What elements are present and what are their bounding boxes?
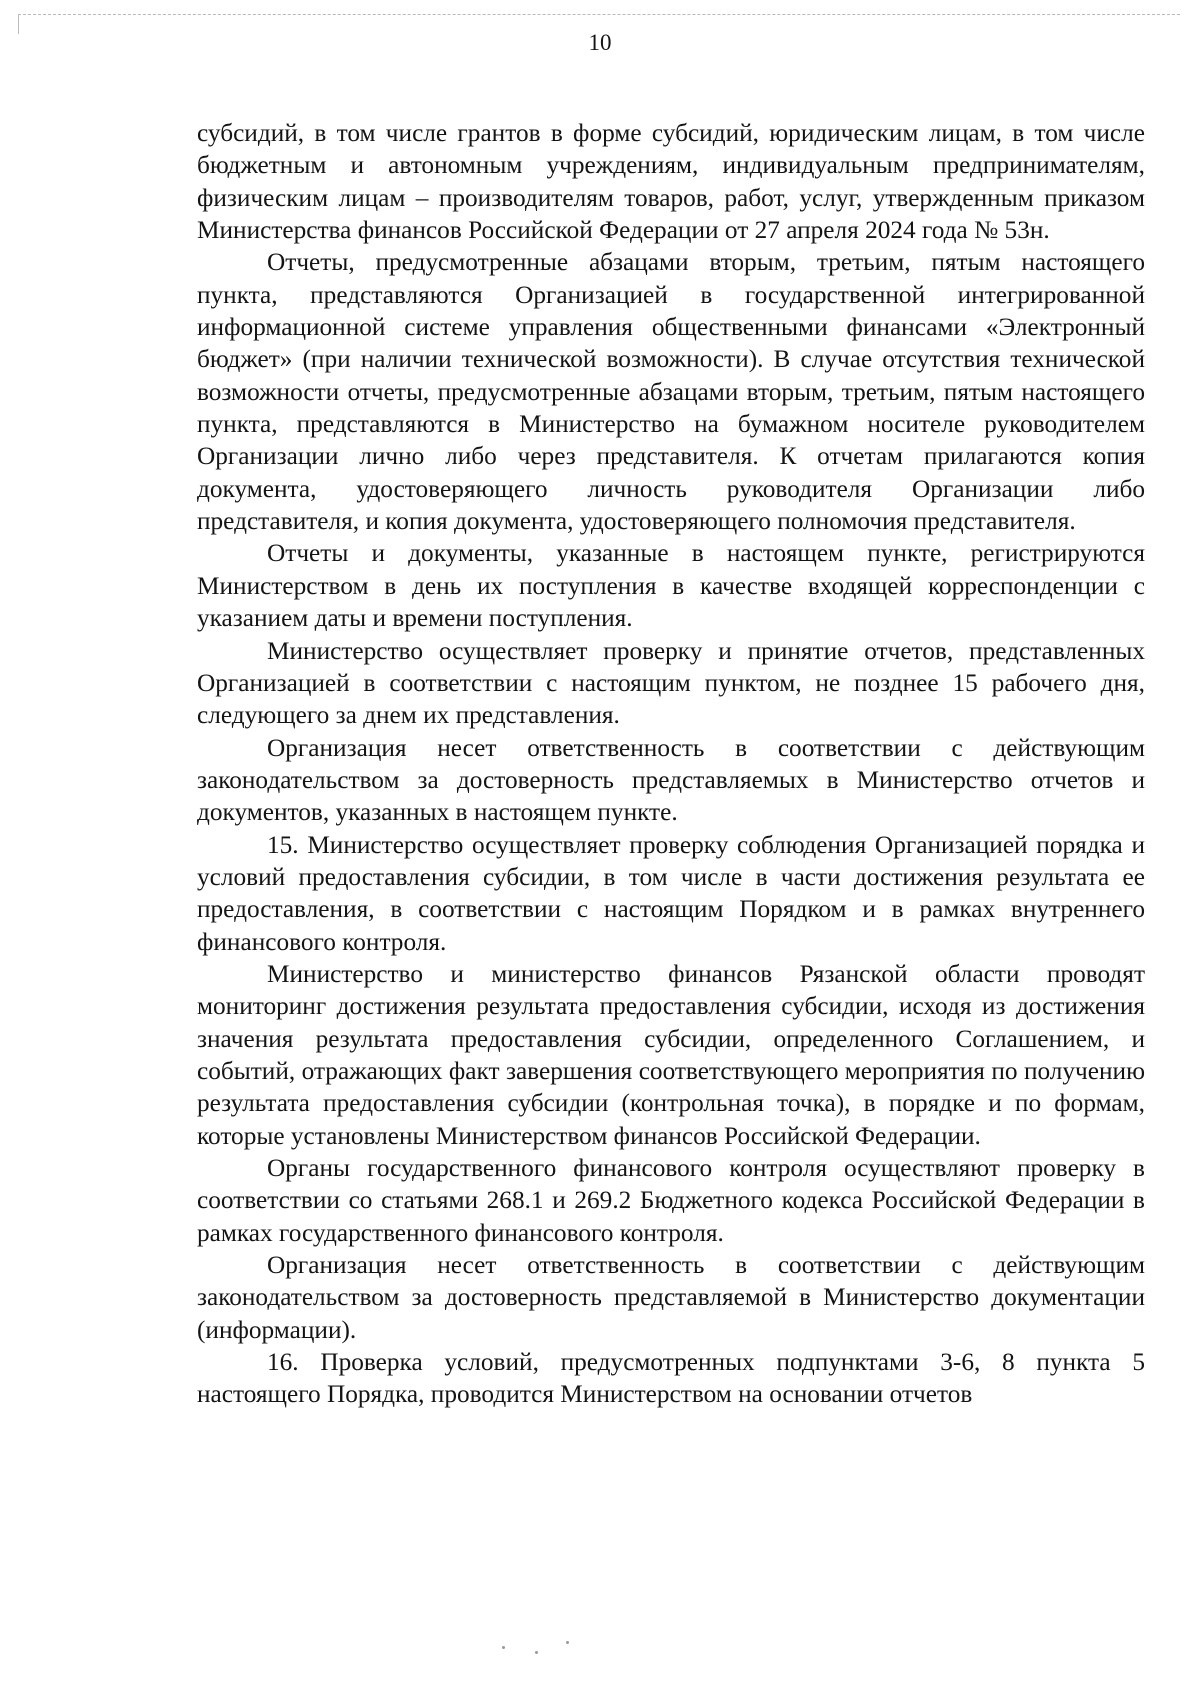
paragraph-responsibility-reports: Организация несет ответственность в соответствии с действующим законодательством за достоверность представляемых в Министерство отчетов и документов, указанных в настоящем пункте. [197, 733, 1145, 827]
paragraph-reports-submission: Отчеты, предусмотренные абзацами вторым, третьим, пятым настоящего пункта, представляются Организацией в государственной интегрированной информационной системе управления общественными финансами «Электронный бюджет» (при наличии технической возможности). В случае отсутствия технической возможности отчеты, предусмотренные абзацами вторым, третьим, пятым настоящего пункта, представляются в Министерство на бумажном носителе руководителем Организации лично либо через представителя. К отчетам прилагаются копия документа, удостоверяющего личность руководителя Организации либо представителя, и копия документа, удостоверяющего полномочия представителя. [197, 248, 1145, 536]
scan-top-edge [18, 14, 1180, 15]
paragraph-item-16: 16. Проверка условий, предусмотренных подпунктами 3-6, 8 пункта 5 настоящего Порядка, проводится Министерством на основании отчетов [197, 1348, 1145, 1409]
document-body [197, 117, 1145, 1411]
paragraph-report-check: Министерство осуществляет проверку и принятие отчетов, представленных Организацией в соответствии с настоящим пунктом, не позднее 15 рабочего дня, следующего за днем их представления. [197, 636, 1145, 730]
paragraph-financial-control: Органы государственного финансового контроля осуществляют проверку в соответствии со статьями 268.1 и 269.2 Бюджетного кодекса Российской Федерации в рамках государственного финансового контроля. [197, 1154, 1145, 1247]
scan-speck [502, 1646, 505, 1649]
paragraph-monitoring: Министерство и министерство финансов Рязанской области проводят мониторинг достижения результата предоставления субсидии, исходя из достижения значения результата предоставления субсидии, определенного Соглашением, и событий, отражающих факт завершения соответствующего мероприятия по получению результата предоставления субсидии (контрольная точка), в порядке и по формам, которые установлены Министерством финансов Российской Федерации. [197, 959, 1145, 1150]
scan-speck [566, 1641, 569, 1644]
page-number: 10 [588, 30, 612, 55]
paragraph-item-15: 15. Министерство осуществляет проверку соблюдения Организацией порядка и условий предоставления субсидии, в том числе в части достижения результата ее предоставления, в соответствии с настоящим Порядком и в рамках внутреннего финансового контроля. [197, 830, 1145, 956]
scan-speck [535, 1651, 538, 1654]
paragraph-registration: Отчеты и документы, указанные в настоящем пункте, регистрируются Министерством в день их поступления в качестве входящей корреспонденции с указанием даты и времени поступления. [197, 539, 1145, 633]
paragraph-responsibility-documentation: Организация несет ответственность в соответствии с действующим законодательством за достоверность представляемой в Министерство документации (информации). [197, 1251, 1145, 1344]
paragraph-continuation: субсидий, в том числе грантов в форме субсидий, юридическим лицам, в том числе бюджетным и автономным учреждениям, индивидуальным предпринимателям, физическим лицам – производителям товаров, работ, услуг, утвержденным приказом Министерства финансов Российской Федерации от 27 апреля 2024 года № 53н. [197, 119, 1145, 245]
